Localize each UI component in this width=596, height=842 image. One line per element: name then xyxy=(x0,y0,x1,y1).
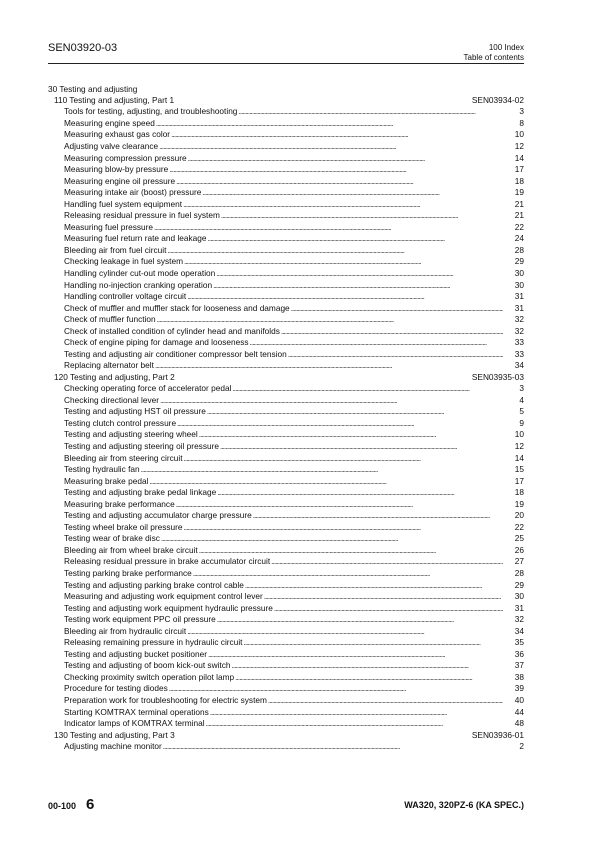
toc-entry-page: 9 xyxy=(519,417,524,428)
toc-part-code: SEN03934-02 xyxy=(471,95,524,105)
toc-dot-leader xyxy=(169,683,503,695)
toc-entry-title: Measuring exhaust gas color xyxy=(64,129,171,140)
toc-entry-title: Testing and adjusting bucket positioner xyxy=(64,648,207,659)
toc-dot-leader xyxy=(216,268,503,280)
toc-entry-page: 31 xyxy=(514,291,524,302)
toc-entry[interactable] xyxy=(48,153,524,165)
toc-entry-title: Testing and adjusting brake pedal linkage xyxy=(64,487,217,498)
toc-entry-title: Starting KOMTRAX terminal operations xyxy=(64,706,209,717)
toc-entry-page: 37 xyxy=(514,660,524,671)
toc-entry-title: Handling fuel system equipment xyxy=(64,198,183,209)
toc-entry[interactable] xyxy=(48,418,524,430)
toc-entry[interactable] xyxy=(48,164,524,176)
toc-entry-page: 35 xyxy=(514,637,524,648)
toc-entry-page: 22 xyxy=(514,221,524,232)
toc-entry-page: 28 xyxy=(514,568,524,579)
toc-entry-page: 29 xyxy=(514,579,524,590)
toc-entry-title: Testing work equipment PPC oil pressure xyxy=(64,614,216,625)
toc-entry[interactable] xyxy=(48,441,524,453)
toc-entry-title: Measuring fuel return rate and leakage xyxy=(64,233,207,244)
toc-dot-leader xyxy=(238,106,503,118)
toc-entry-page: 19 xyxy=(514,187,524,198)
toc-entry-page: 17 xyxy=(514,164,524,175)
toc-dot-leader xyxy=(184,256,503,268)
toc-entry-page: 21 xyxy=(514,210,524,221)
toc-dot-leader xyxy=(187,291,503,303)
toc-entry-title: Check of installed condition of cylinder head and manifolds xyxy=(64,325,280,336)
toc-dot-leader xyxy=(281,326,503,338)
toc-entry-title: Measuring intake air (boost) pressure xyxy=(64,187,202,198)
toc-part-title: 110 Testing and adjusting, Part 1 xyxy=(54,95,175,105)
toc-dot-leader xyxy=(210,707,503,719)
toc-entry-title: Releasing remaining pressure in hydraulic circuit xyxy=(64,637,243,648)
toc-dot-leader xyxy=(188,153,503,165)
toc-entry-title: Testing and adjusting parking brake control cable xyxy=(64,579,244,590)
toc-entry[interactable] xyxy=(48,118,524,130)
toc-dot-leader xyxy=(149,476,503,488)
toc-entry-title: Measuring fuel pressure xyxy=(64,221,154,232)
toc-entry[interactable] xyxy=(48,326,524,338)
toc-section-title: 30 Testing and adjusting xyxy=(48,84,138,94)
toc-dot-leader xyxy=(217,614,503,626)
toc-dot-leader xyxy=(268,695,503,707)
toc-entry[interactable] xyxy=(48,545,524,557)
toc-dot-leader xyxy=(235,672,503,684)
toc-entry[interactable] xyxy=(48,464,524,476)
toc-dot-leader xyxy=(159,141,503,153)
toc-dot-leader xyxy=(220,441,503,453)
toc-entry[interactable] xyxy=(48,695,524,707)
toc-entry-title: Releasing residual pressure in fuel system xyxy=(64,210,220,221)
toc-entry-title: Testing and adjusting work equipment hydraulic pressure xyxy=(64,602,273,613)
toc-entry[interactable] xyxy=(48,637,524,649)
toc-entry-page: 25 xyxy=(514,533,524,544)
footer-page-info xyxy=(48,796,94,813)
toc-dot-leader xyxy=(208,233,503,245)
toc-dot-leader xyxy=(184,453,503,465)
toc-entry[interactable] xyxy=(48,360,524,372)
toc-entry[interactable] xyxy=(48,176,524,188)
toc-entry[interactable] xyxy=(48,580,524,592)
toc-entry-page: 33 xyxy=(514,337,524,348)
toc-entry[interactable] xyxy=(48,349,524,361)
footer-page-number: 6 xyxy=(86,796,95,813)
toc-entry[interactable] xyxy=(48,499,524,511)
toc-entry-title: Bleeding air from steering circuit xyxy=(64,452,183,463)
toc-dot-leader xyxy=(169,164,503,176)
toc-dot-leader xyxy=(176,499,503,511)
toc-entry-page: 32 xyxy=(514,314,524,325)
table-of-contents xyxy=(48,84,524,753)
toc-dot-leader xyxy=(163,741,503,753)
toc-dot-leader xyxy=(208,649,503,661)
toc-dot-leader xyxy=(271,556,503,568)
toc-entry-title: Testing and adjusting HST oil pressure xyxy=(64,406,206,417)
toc-dot-leader xyxy=(206,718,503,730)
toc-part-heading[interactable] xyxy=(48,95,524,106)
toc-entry-page: 30 xyxy=(514,279,524,290)
toc-entry-page: 26 xyxy=(514,544,524,555)
toc-entry[interactable] xyxy=(48,429,524,441)
toc-dot-leader xyxy=(232,383,503,395)
toc-entry-page: 31 xyxy=(514,302,524,313)
toc-entry-page: 12 xyxy=(514,441,524,451)
toc-entry[interactable] xyxy=(48,383,524,395)
toc-entry-title: Bleeding air from wheel brake circuit xyxy=(64,544,198,555)
toc-entry[interactable] xyxy=(48,256,524,268)
toc-entry-title: Handling cylinder cut-out mode operation xyxy=(64,268,216,278)
toc-entry-title: Adjusting valve clearance xyxy=(64,140,159,151)
toc-entry[interactable] xyxy=(48,718,524,730)
toc-dot-leader xyxy=(213,280,503,292)
toc-entry[interactable] xyxy=(48,280,524,292)
toc-dot-leader xyxy=(199,545,503,557)
toc-entry-page: 3 xyxy=(519,106,524,117)
toc-dot-leader xyxy=(250,337,503,349)
toc-entry-page: 28 xyxy=(514,244,524,255)
toc-entry[interactable] xyxy=(48,291,524,303)
toc-entry-page: 12 xyxy=(514,140,524,151)
toc-entry[interactable] xyxy=(48,568,524,580)
toc-part-heading[interactable] xyxy=(48,372,524,383)
toc-entry-page: 17 xyxy=(514,475,524,486)
footer-model: WA320, 320PZ-6 (KA SPEC.) xyxy=(404,800,524,810)
toc-entry-title: Releasing residual pressure in brake accumulator circuit xyxy=(64,556,271,567)
toc-entry[interactable] xyxy=(48,476,524,488)
toc-part-heading[interactable] xyxy=(48,730,524,741)
toc-dot-leader xyxy=(157,314,503,326)
toc-entry-title: Measuring and adjusting work equipment control lever xyxy=(64,591,263,602)
toc-entry-title: Measuring brake pedal xyxy=(64,475,149,486)
toc-entry[interactable] xyxy=(48,487,524,499)
toc-dot-leader xyxy=(183,199,503,211)
toc-entry-title: Measuring engine oil pressure xyxy=(64,175,176,186)
toc-entry-title: Handling no-injection cranking operation xyxy=(64,279,213,290)
toc-entry-page: 22 xyxy=(514,521,524,532)
toc-entry-page: 44 xyxy=(514,706,524,717)
toc-entry[interactable] xyxy=(48,510,524,522)
toc-entry-title: Checking directional lever xyxy=(64,394,160,405)
toc-entry-title: Checking operating force of accelerator pedal xyxy=(64,383,232,394)
toc-entry-page: 30 xyxy=(514,268,524,278)
toc-entry-title: Tools for testing, adjusting, and troubleshooting xyxy=(64,106,238,117)
toc-entry-page: 31 xyxy=(514,602,524,613)
toc-entry-page: 3 xyxy=(519,383,524,394)
toc-entry[interactable] xyxy=(48,741,524,753)
toc-entry-title: Testing and adjusting air conditioner compressor belt tension xyxy=(64,348,287,359)
toc-entry[interactable] xyxy=(48,129,524,141)
toc-entry[interactable] xyxy=(48,453,524,465)
toc-dot-leader xyxy=(264,591,503,603)
toc-entry-title: Testing parking brake performance xyxy=(64,568,192,579)
toc-entry-page: 8 xyxy=(519,117,524,128)
toc-entry-page: 27 xyxy=(514,556,524,567)
toc-entry[interactable] xyxy=(48,395,524,407)
toc-entry-title: Measuring blow-by pressure xyxy=(64,164,169,175)
toc-entry-title: Measuring compression pressure xyxy=(64,152,187,163)
toc-entry-title: Testing wear of brake disc xyxy=(64,533,160,544)
toc-entry[interactable] xyxy=(48,614,524,626)
toc-dot-leader xyxy=(187,626,503,638)
toc-entry[interactable] xyxy=(48,406,524,418)
toc-entry-page: 33 xyxy=(514,348,524,359)
toc-entry-title: Check of muffler function xyxy=(64,314,156,325)
toc-entry-page: 32 xyxy=(514,614,524,625)
toc-entry[interactable] xyxy=(48,556,524,568)
toc-entry[interactable] xyxy=(48,683,524,695)
toc-entry[interactable] xyxy=(48,672,524,684)
toc-entry-title: Testing and adjusting accumulator charge pressure xyxy=(64,510,252,521)
toc-entry-page: 20 xyxy=(514,510,524,521)
toc-dot-leader xyxy=(291,303,503,315)
toc-entry-title: Procedure for testing diodes xyxy=(64,683,168,694)
toc-entry[interactable] xyxy=(48,210,524,222)
toc-dot-leader xyxy=(171,129,503,141)
toc-dot-leader xyxy=(217,487,503,499)
toc-entry-page: 39 xyxy=(514,683,524,694)
toc-entry[interactable] xyxy=(48,337,524,349)
toc-dot-leader xyxy=(199,429,503,441)
toc-entry-page: 24 xyxy=(514,233,524,244)
toc-entry-title: Replacing alternator belt xyxy=(64,360,154,371)
toc-dot-leader xyxy=(177,418,503,430)
toc-entry-title: Checking leakage in fuel system xyxy=(64,256,183,267)
toc-entry[interactable] xyxy=(48,199,524,211)
header-divider xyxy=(48,63,524,64)
toc-entry-page: 19 xyxy=(514,498,524,509)
toc-entry-page: 38 xyxy=(514,671,524,682)
toc-entry-title: Testing and adjusting steering wheel xyxy=(64,429,198,440)
toc-part-code: SEN03935-03 xyxy=(471,371,524,382)
toc-entry-page: 34 xyxy=(514,360,524,371)
toc-entry-title: Handling controller voltage circuit xyxy=(64,291,187,302)
toc-entry[interactable] xyxy=(48,707,524,719)
toc-entry[interactable] xyxy=(48,187,524,199)
toc-dot-leader xyxy=(160,395,503,407)
toc-part-title: 120 Testing and adjusting, Part 2 xyxy=(54,371,175,382)
toc-entry[interactable] xyxy=(48,233,524,245)
toc-entry[interactable] xyxy=(48,245,524,257)
toc-entry-page: 2 xyxy=(519,741,524,752)
toc-part-code: SEN03936-01 xyxy=(471,729,524,740)
toc-dot-leader xyxy=(274,603,503,615)
toc-dot-leader xyxy=(193,568,503,580)
toc-dot-leader xyxy=(161,533,503,545)
toc-entry-title: Adjusting machine monitor xyxy=(64,741,162,752)
toc-entry-page: 14 xyxy=(514,152,524,163)
toc-entry-title: Preparation work for troubleshooting for electric system xyxy=(64,695,267,706)
toc-entry-page: 30 xyxy=(514,591,524,602)
toc-entry-title: Check of muffler and muffler stack for looseness and damage xyxy=(64,302,290,313)
toc-dot-leader xyxy=(156,118,503,130)
toc-dot-leader xyxy=(184,522,503,534)
toc-dot-leader xyxy=(245,580,503,592)
toc-dot-leader xyxy=(221,210,503,222)
toc-dot-leader xyxy=(154,222,503,234)
toc-entry[interactable] xyxy=(48,222,524,234)
toc-entry-title: Checking proximity switch operation pilot lamp xyxy=(64,671,235,682)
toc-entry-page: 29 xyxy=(514,256,524,267)
toc-dot-leader xyxy=(288,349,503,361)
toc-entry-page: 21 xyxy=(514,198,524,209)
toc-entry[interactable] xyxy=(48,591,524,603)
toc-entry-title: Testing clutch control pressure xyxy=(64,417,177,428)
toc-dot-leader xyxy=(207,406,503,418)
toc-entry-title: Testing and adjusting of boom kick-out switch xyxy=(64,660,231,671)
toc-dot-leader xyxy=(155,360,503,372)
header-subsection: Table of contents xyxy=(463,53,524,62)
toc-entry[interactable] xyxy=(48,660,524,672)
toc-entry-page: 18 xyxy=(514,487,524,498)
toc-entry-title: Bleeding air from fuel circuit xyxy=(64,244,167,255)
toc-entry-page: 4 xyxy=(519,394,524,405)
toc-entry-page: 48 xyxy=(514,718,524,729)
toc-dot-leader xyxy=(231,660,503,672)
header-section-info xyxy=(464,43,524,63)
toc-entry[interactable] xyxy=(48,141,524,153)
toc-entry[interactable] xyxy=(48,626,524,638)
toc-entry[interactable] xyxy=(48,522,524,534)
toc-entry-page: 18 xyxy=(514,175,524,186)
toc-entry-title: Testing wheel brake oil pressure xyxy=(64,521,183,532)
toc-entry-title: Measuring engine speed xyxy=(64,117,155,128)
toc-entry-title: Testing hydraulic fan xyxy=(64,464,140,475)
toc-entry-title: Testing and adjusting steering oil pressure xyxy=(64,441,219,451)
toc-entry-title: Bleeding air from hydraulic circuit xyxy=(64,625,187,636)
toc-entry[interactable] xyxy=(48,303,524,315)
toc-entry-title: Indicator lamps of KOMTRAX terminal xyxy=(64,718,205,729)
toc-dot-leader xyxy=(253,510,503,522)
toc-entry[interactable] xyxy=(48,268,524,280)
toc-entry[interactable] xyxy=(48,603,524,615)
toc-entry-page: 10 xyxy=(514,429,524,440)
toc-entry-title: Measuring brake performance xyxy=(64,498,175,509)
toc-entry-page: 40 xyxy=(514,695,524,706)
toc-dot-leader xyxy=(176,176,503,188)
toc-entry-page: 36 xyxy=(514,648,524,659)
footer-page-code: 00-100 xyxy=(48,801,77,811)
toc-entry-page: 15 xyxy=(514,464,524,475)
toc-entry-page: 14 xyxy=(514,452,524,463)
toc-entry[interactable] xyxy=(48,314,524,326)
toc-entry-page: 5 xyxy=(519,406,524,417)
toc-entry[interactable] xyxy=(48,106,524,118)
toc-dot-leader xyxy=(167,245,503,257)
toc-entry-page: 32 xyxy=(514,325,524,336)
toc-entry-title: Check of engine piping for damage and looseness xyxy=(64,337,249,348)
toc-dot-leader xyxy=(141,464,503,476)
document-code: SEN03920-03 xyxy=(48,42,118,54)
toc-part-title: 130 Testing and adjusting, Part 3 xyxy=(54,729,175,740)
toc-dot-leader xyxy=(202,187,503,199)
toc-entry[interactable] xyxy=(48,649,524,661)
header-section: 100 Index xyxy=(488,43,524,52)
toc-entry[interactable] xyxy=(48,533,524,545)
toc-entry-page: 10 xyxy=(514,129,524,140)
toc-dot-leader xyxy=(243,637,503,649)
toc-entry-page: 34 xyxy=(514,625,524,636)
